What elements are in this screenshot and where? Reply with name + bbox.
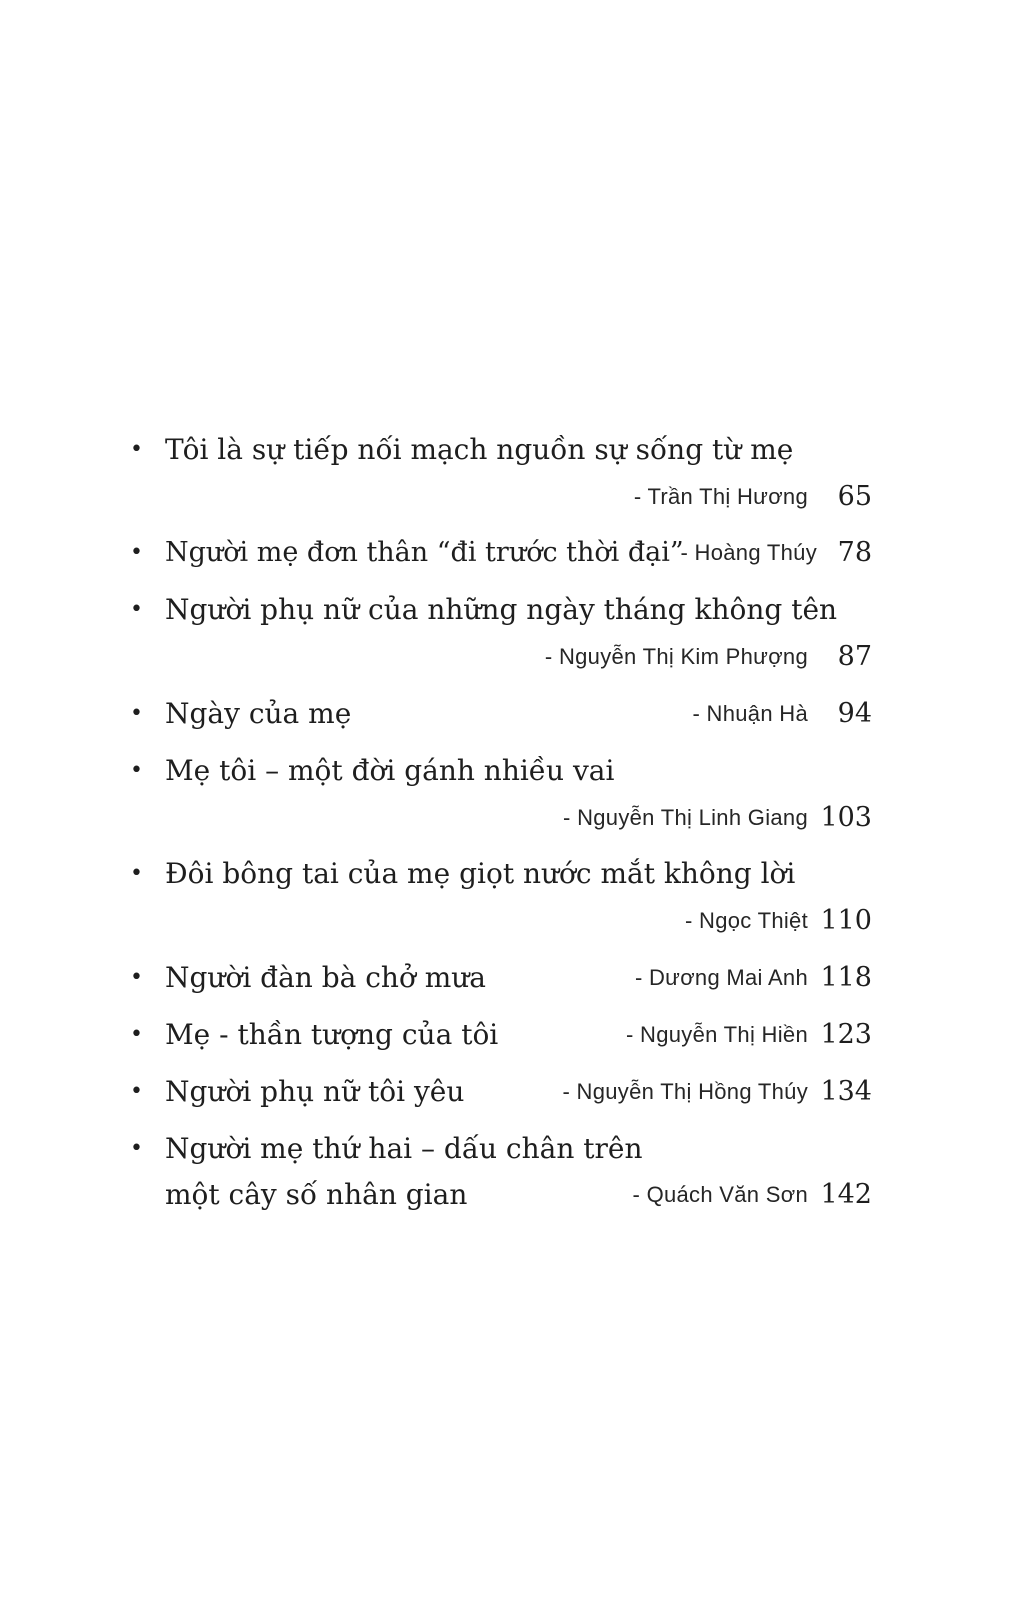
bullet: • — [130, 1079, 143, 1104]
bullet: • — [130, 1022, 143, 1047]
entry-page-number: 134 — [820, 1076, 872, 1107]
entry-title: Người phụ nữ của những ngày tháng không tên — [165, 593, 838, 626]
entry-title: Người mẹ thứ hai – dấu chân trên — [165, 1132, 643, 1165]
entry-title: Người phụ nữ tôi yêu — [165, 1075, 465, 1108]
entry-title: Đôi bông tai của mẹ giọt nước mắt không lời — [165, 857, 796, 890]
entry-title-continued: một cây số nhân gian — [165, 1178, 468, 1211]
entry-author: - Nguyễn Thị Hiền — [625, 1022, 808, 1047]
entry-author: - Quách Văn Sơn — [632, 1182, 808, 1207]
entry-page-number: 110 — [820, 905, 872, 936]
entry-page-number: 103 — [820, 802, 872, 833]
entry-author: - Nguyễn Thị Hồng Thúy — [562, 1079, 808, 1104]
entry-page-number: 78 — [837, 537, 872, 568]
bullet: • — [130, 540, 143, 565]
entry-page-number: 87 — [837, 641, 872, 672]
entry-author: - Nguyễn Thị Kim Phượng — [544, 644, 808, 669]
entry-title: Người đàn bà chở mưa — [165, 961, 486, 994]
entry-page-number: 118 — [820, 962, 872, 993]
bullet: • — [130, 1136, 143, 1161]
entry-page-number: 123 — [820, 1019, 872, 1050]
entry-title: Tôi là sự tiếp nối mạch nguồn sự sống từ mẹ — [165, 433, 794, 466]
entry-author: - Trần Thị Hương — [633, 484, 808, 509]
entry-author: - Nhuận Hà — [692, 701, 808, 726]
entry-author: - Ngọc Thiệt — [684, 908, 808, 933]
entry-page-number: 94 — [837, 698, 872, 729]
entry-author: - Dương Mai Anh — [634, 965, 808, 990]
bullet: • — [130, 861, 143, 886]
bullet: • — [130, 965, 143, 990]
entry-page-number: 142 — [820, 1179, 872, 1210]
bullet: • — [130, 597, 143, 622]
bullet: • — [130, 758, 143, 783]
entry-title: Mẹ tôi – một đời gánh nhiều vai — [165, 754, 615, 787]
entry-title: Mẹ - thần tượng của tôi — [165, 1018, 499, 1051]
entry-page-number: 65 — [837, 481, 872, 512]
entry-title: Người mẹ đơn thân “đi trước thời đại” — [165, 537, 684, 568]
entry-author: - Nguyễn Thị Linh Giang — [563, 805, 808, 830]
bullet: • — [130, 701, 143, 726]
bullet: • — [130, 437, 143, 462]
entry-author: - Hoàng Thúy — [680, 540, 817, 565]
entry-title: Ngày của mẹ — [165, 697, 352, 730]
